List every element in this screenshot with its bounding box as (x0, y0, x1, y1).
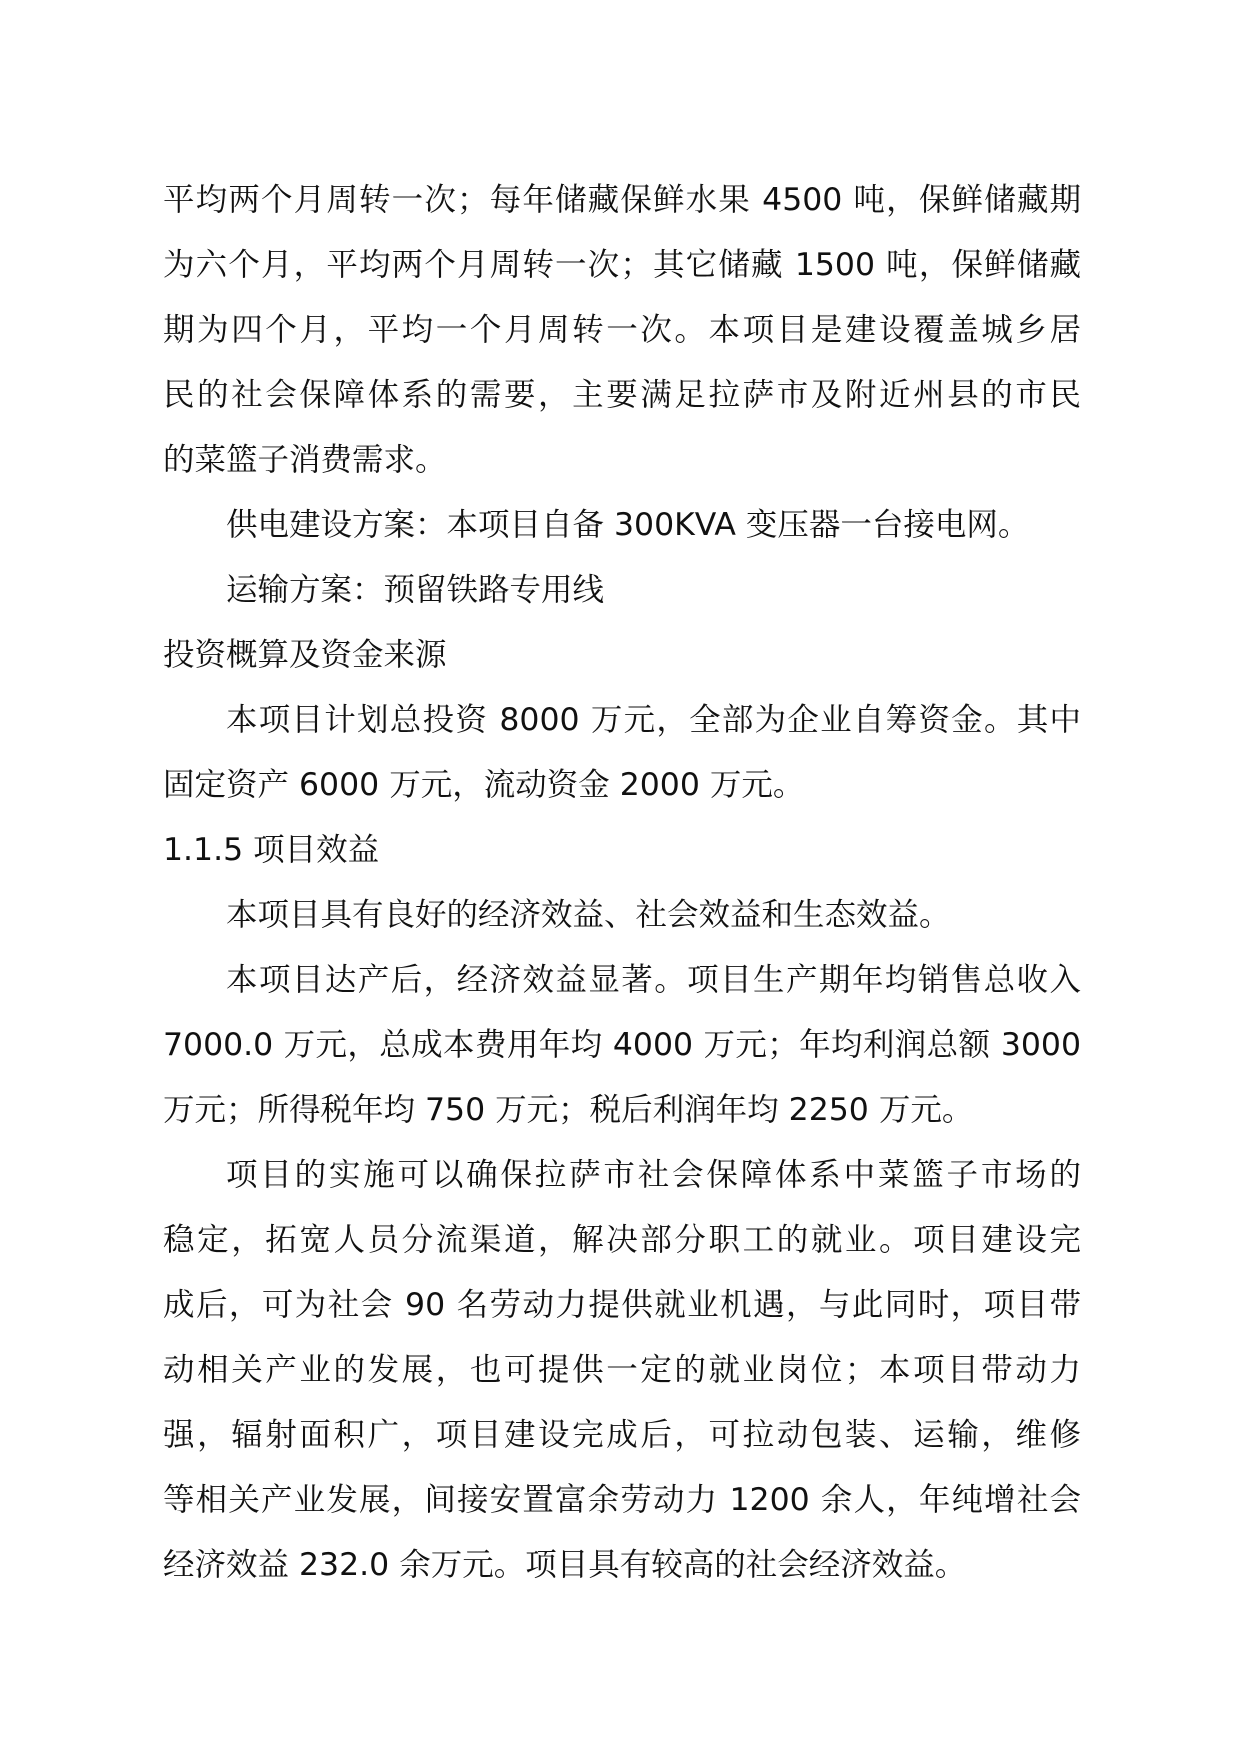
social-benefit-line-5: 强，辐射面积广，项目建设完成后，可拉动包装、运输，维修 (163, 1417, 1081, 1453)
economic-benefit-line-2: 7000.0 万元，总成本费用年均 4000 万元；年均利润总额 3000 (163, 1027, 1081, 1063)
benefits-summary: 本项目具有良好的经济效益、社会效益和生态效益。 (226, 897, 951, 933)
body-line-3: 期为四个月，平均一个月周转一次。本项目是建设覆盖城乡居 (163, 312, 1081, 348)
social-benefit-line-1: 项目的实施可以确保拉萨市社会保障体系中菜篮子市场的 (226, 1157, 1081, 1193)
investment-line-2: 固定资产 6000 万元，流动资金 2000 万元。 (163, 767, 805, 803)
social-benefit-line-6: 等相关产业发展，间接安置富余劳动力 1200 余人，年纯增社会 (163, 1482, 1081, 1518)
body-line-4: 民的社会保障体系的需要，主要满足拉萨市及附近州县的市民 (163, 377, 1081, 413)
economic-benefit-line-1: 本项目达产后，经济效益显著。项目生产期年均销售总收入 (226, 962, 1081, 998)
economic-benefit-line-3: 万元；所得税年均 750 万元；税后利润年均 2250 万元。 (163, 1092, 974, 1128)
body-line-1: 平均两个月周转一次；每年储藏保鲜水果 4500 吨，保鲜储藏期 (163, 182, 1081, 218)
investment-line-1: 本项目计划总投资 8000 万元，全部为企业自筹资金。其中 (226, 702, 1081, 738)
social-benefit-line-3: 成后，可为社会 90 名劳动力提供就业机遇，与此同时，项目带 (163, 1287, 1081, 1323)
document-page (163, 168, 1081, 1598)
power-supply-plan: 供电建设方案：本项目自备 300KVA 变压器一台接电网。 (226, 507, 1030, 543)
social-benefit-line-2: 稳定，拓宽人员分流渠道，解决部分职工的就业。项目建设完 (163, 1222, 1081, 1258)
transport-plan: 运输方案：预留铁路专用线 (226, 572, 605, 608)
body-line-2: 为六个月，平均两个月周转一次；其它储藏 1500 吨，保鲜储藏 (163, 247, 1081, 283)
body-line-5: 的菜篮子消费需求。 (163, 442, 447, 478)
social-benefit-line-7: 经济效益 232.0 余万元。项目具有较高的社会经济效益。 (163, 1547, 967, 1583)
section-heading-benefits: 1.1.5 项目效益 (163, 832, 380, 868)
section-heading-investment: 投资概算及资金来源 (163, 637, 447, 673)
social-benefit-line-4: 动相关产业的发展，也可提供一定的就业岗位；本项目带动力 (163, 1352, 1081, 1388)
